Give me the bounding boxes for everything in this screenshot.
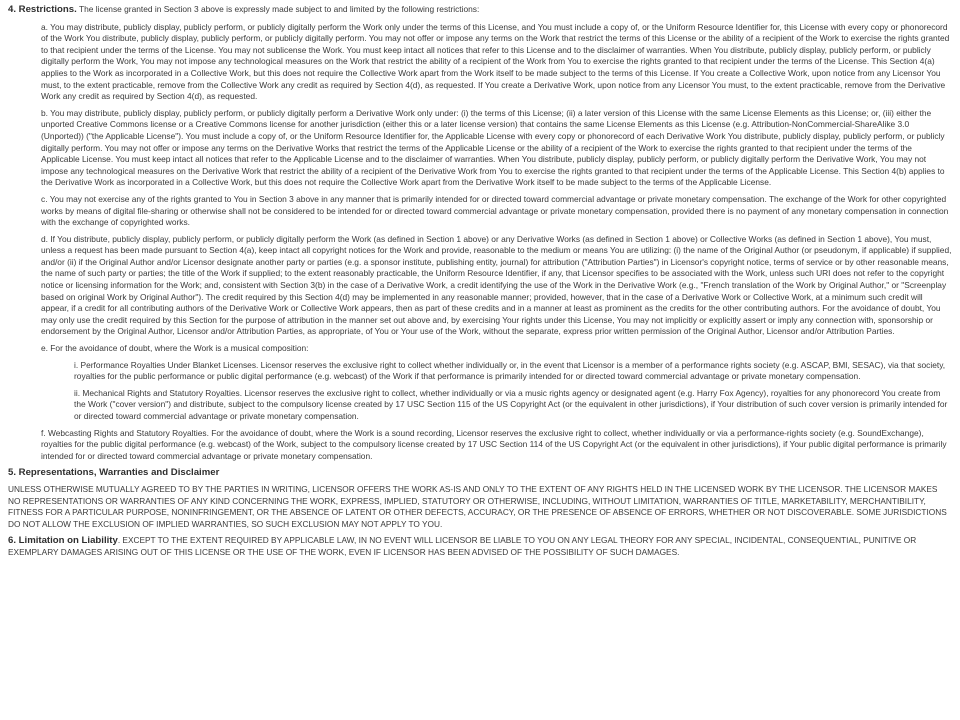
section-5-heading-row — [8, 467, 952, 479]
section-5-body: UNLESS OTHERWISE MUTUALLY AGREED TO BY THE PARTIES IN WRITING, LICENSOR OFFERS THE WORK AS-IS AND ONLY TO THE EXTENT OF ANY RIGHTS HELD IN THE LICENSED WORK BY THE LICENSOR. THE LICENSOR MAKES NO REPRESENTATIONS OR WARRANTIES OF ANY KIND CONCERNING THE WORK, EXPRESS, IMPLIED, STATUTORY OR OTHERWISE, INCLUDING, WITHOUT LIMITATION, WARRANTIES OF TITLE, MARKETABILITY, MERCHANTIBILITY, FITNESS FOR A PARTICULAR PURPOSE, NONINFRINGEMENT, OR THE ABSENCE OF LATENT OR OTHER DEFECTS, ACCURACY, OR THE PRESENCE OF ABSENCE OF ERRORS, WHETHER OR NOT DISCOVERABLE. SOME JURISDICTIONS DO NOT ALLOW THE EXCLUSION OF IMPLIED WARRANTIES, SO SUCH EXCLUSION MAY NOT APPLY TO YOU. — [8, 483, 947, 529]
section-4d-paragraph: d. If You distribute, publicly display, publicly perform, or publicly digitally perform the Work (as defined in Section 1 above) or any Derivative Works (as defined in Section 1 above) or Collective Works (as defined in Section 1 above), You must, unless a request has been made pursuant to Section 4(a), keep intact all copyright notices for the Work and provide, reasonable to the medium or means You are utilizing: (i) the name of the Original Author (or pseudonym, if applicable) if supplied, and/or (ii) if the Original Author and/or Licensor designate another party or parties (e.g. a sponsor institute, publishing entity, journal) for attribution ("Attribution Parties") in Licensor's copyright notice, terms of service or by other reasonable means, the name of such party or parties; the title of the Work if supplied; to the extent reasonably practicable, the Uniform Resource Identifier, if any, that Licensor specifies to be associated with the Work, unless such URI does not refer to the copyright notice or licensing information for the Work; and, consistent with Section 3(b) in the case of a Derivative Work, a credit identifying the use of the Work in the Derivative Work (e.g., "French translation of the Work by Original Author," or "Screenplay based on original Work by Original Author"). The credit required by this Section 4(d) may be implemented in any reasonable manner; provided, however, that in the case of a Derivative Work or Collective Work, at a minimum such credit will appear, if a credit for all contributing authors of the Derivative Work or Collective Work appears, then as part of these credits and in a manner at least as prominent as the credits for the other contributing authors. For the avoidance of doubt, You may only use the credit required by this Section for the purpose of attribution in the manner set out above and, by exercising Your rights under this License, You may not implicitly or explicitly assert or imply any connection with, sponsorship or endorsement by the Original Author, Licensor and/or Attribution Parties, as appropriate, of You or Your use of the Work, without the separate, express prior written permission of the Original Author, Licensor and/or Attribution Parties. — [41, 233, 952, 337]
section-6-block — [8, 535, 952, 558]
section-6-heading: 6. Limitation on Liability — [8, 535, 118, 547]
section-4-intro — [8, 4, 952, 16]
section-6-body: . EXCEPT TO THE EXTENT REQUIRED BY APPLICABLE LAW, IN NO EVENT WILL LICENSOR BE LIABLE TO YOU ON ANY LEGAL THEORY FOR ANY SPECIAL, INCIDENTAL, CONSEQUENTIAL, PUNITIVE OR EXEMPLARY DAMAGES ARISING OUT OF THIS LICENSE OR THE USE OF THE WORK, EVEN IF LICENSOR HAS BEEN ADVISED OF THE POSSIBILITY OF SUCH DAMAGES. — [8, 535, 917, 557]
section-4e-ii-paragraph: ii. Mechanical Rights and Statutory Royalties. Licensor reserves the exclusive right to collect, whether individually or via a music rights agency or designated agent (e.g. Harry Fox Agency), royalties for any phonorecord You create from the Work ("cover version") and distribute, subject to the compulsory license created by 17 USC Section 115 of the US Copyright Act (or the equivalent in other jurisdictions), if Your distribution of such cover version is primarily intended for or directed toward commercial advantage or private monetary compensation. — [74, 387, 948, 421]
section-4-lead: The license granted in Section 3 above is expressly made subject to and limited by the following restrictions: — [78, 4, 480, 14]
section-4e-i-paragraph: i. Performance Royalties Under Blanket Licenses. Licensor reserves the exclusive right to collect whether individually or, in the event that Licensor is a member of a performance rights society (e.g. ASCAP, BMI, SESAC), via that society, royalties for the public performance or public digital performance (e.g. webcast) of the Work if that performance is primarily intended for or directed toward commercial advantage or private monetary compensation. — [74, 359, 946, 382]
section-4c-paragraph: c. You may not exercise any of the rights granted to You in Section 3 above in any manner that is primarily intended for or directed toward commercial advantage or private monetary compensation. The exchange of the Work for other copyrighted works by means of digital file-sharing or otherwise shall not be considered to be intended for or directed toward commercial advantage or private monetary compensation, provided there is no payment of any monetary compensation in connection with the exchange of copyrighted works. — [41, 193, 949, 228]
section-4-heading: 4. Restrictions. — [8, 4, 77, 15]
section-5-heading: 5. Representations, Warranties and Disclaimer — [8, 467, 220, 479]
section-4b-paragraph: b. You may distribute, publicly display, publicly perform, or publicly digitally perform a Derivative Work only under: (i) the terms of this License; (ii) a later version of this License with the same License Elements as this License; or, (iii) either the unported Creative Commons license or a Creative Commons license for another jurisdiction (either this or a later license version) that contains the same License Elements as this License (e.g. Attribution-NonCommercial-ShareAlike 3.0 (Unported)) ("the Applicable License"). You must include a copy of, or the Uniform Resource Identifier for, the Applicable License with every copy or phonorecord of each Derivative Work You distribute, publicly display, publicly perform, or publicly digitally perform. You may not offer or impose any terms on the Derivative Works that restrict the terms of the Applicable License or the ability of a recipient of the Work to exercise the rights granted to that recipient under the terms of the Applicable License. You must keep intact all notices that refer to the Applicable License and to the disclaimer of warranties. When You distribute, publicly display, publicly perform, or publicly digitally perform the Derivative Work, You may not impose any technological measures on the Derivative Work that restrict the ability of a recipient of the Derivative Work from You to exercise the rights granted to that recipient under the terms of the Applicable License. This Section 4(b) applies to the Derivative Work as incorporated in a Collective Work, but this does not require the Collective Work apart from the Derivative Work itself to be made subject to the terms of the Applicable License. — [41, 107, 945, 188]
section-4e-paragraph: e. For the avoidance of doubt, where the Work is a musical composition: — [41, 343, 309, 354]
section-4a-paragraph: a. You may distribute, publicly display, publicly perform, or publicly digitally perform the Work only under the terms of this License, and You must include a copy of, or the Uniform Resource Identifier for, this License with every copy or phonorecord of the Work You distribute, publicly display, publicly perform, or publicly digitally perform. You may not offer or impose any terms on the Work that restrict the terms of this License or the ability of a recipient of the Work to exercise the rights granted to that recipient under the terms of the License. You may not sublicense the Work. You must keep intact all notices that refer to this License and to the disclaimer of warranties. When You distribute, publicly display, publicly perform, or publicly digitally perform the Work, You may not impose any technological measures on the Work that restrict the ability of a recipient of the Work from You to exercise the rights granted to that recipient under the terms of the License. This Section 4(a) applies to the Work as incorporated in a Collective Work, but this does not require the Collective Work apart from the Work itself to be made subject to the terms of this License. If You create a Collective Work, upon notice from any Licensor You must, to the extent practicable, remove from the Collective Work any credit as required by Section 4(d), as requested. If You create a Derivative Work, upon notice from any Licensor You must, to the extent practicable, remove from the Derivative Work any credit as required by Section 4(d), as requested. — [41, 21, 950, 102]
section-4f-paragraph: f. Webcasting Rights and Statutory Royalties. For the avoidance of doubt, where the Work is a sound recording, Licensor reserves the exclusive right to collect, whether individually or via a performance-rights society (e.g. SoundExchange), royalties for the public digital performance (e.g. webcast) of the Work, subject to the compulsory license created by 17 USC Section 114 of the US Copyright Act (or the equivalent in other jurisdictions), if Your public digital performance is primarily intended for or directed toward commercial advantage or private monetary compensation. — [41, 427, 947, 461]
